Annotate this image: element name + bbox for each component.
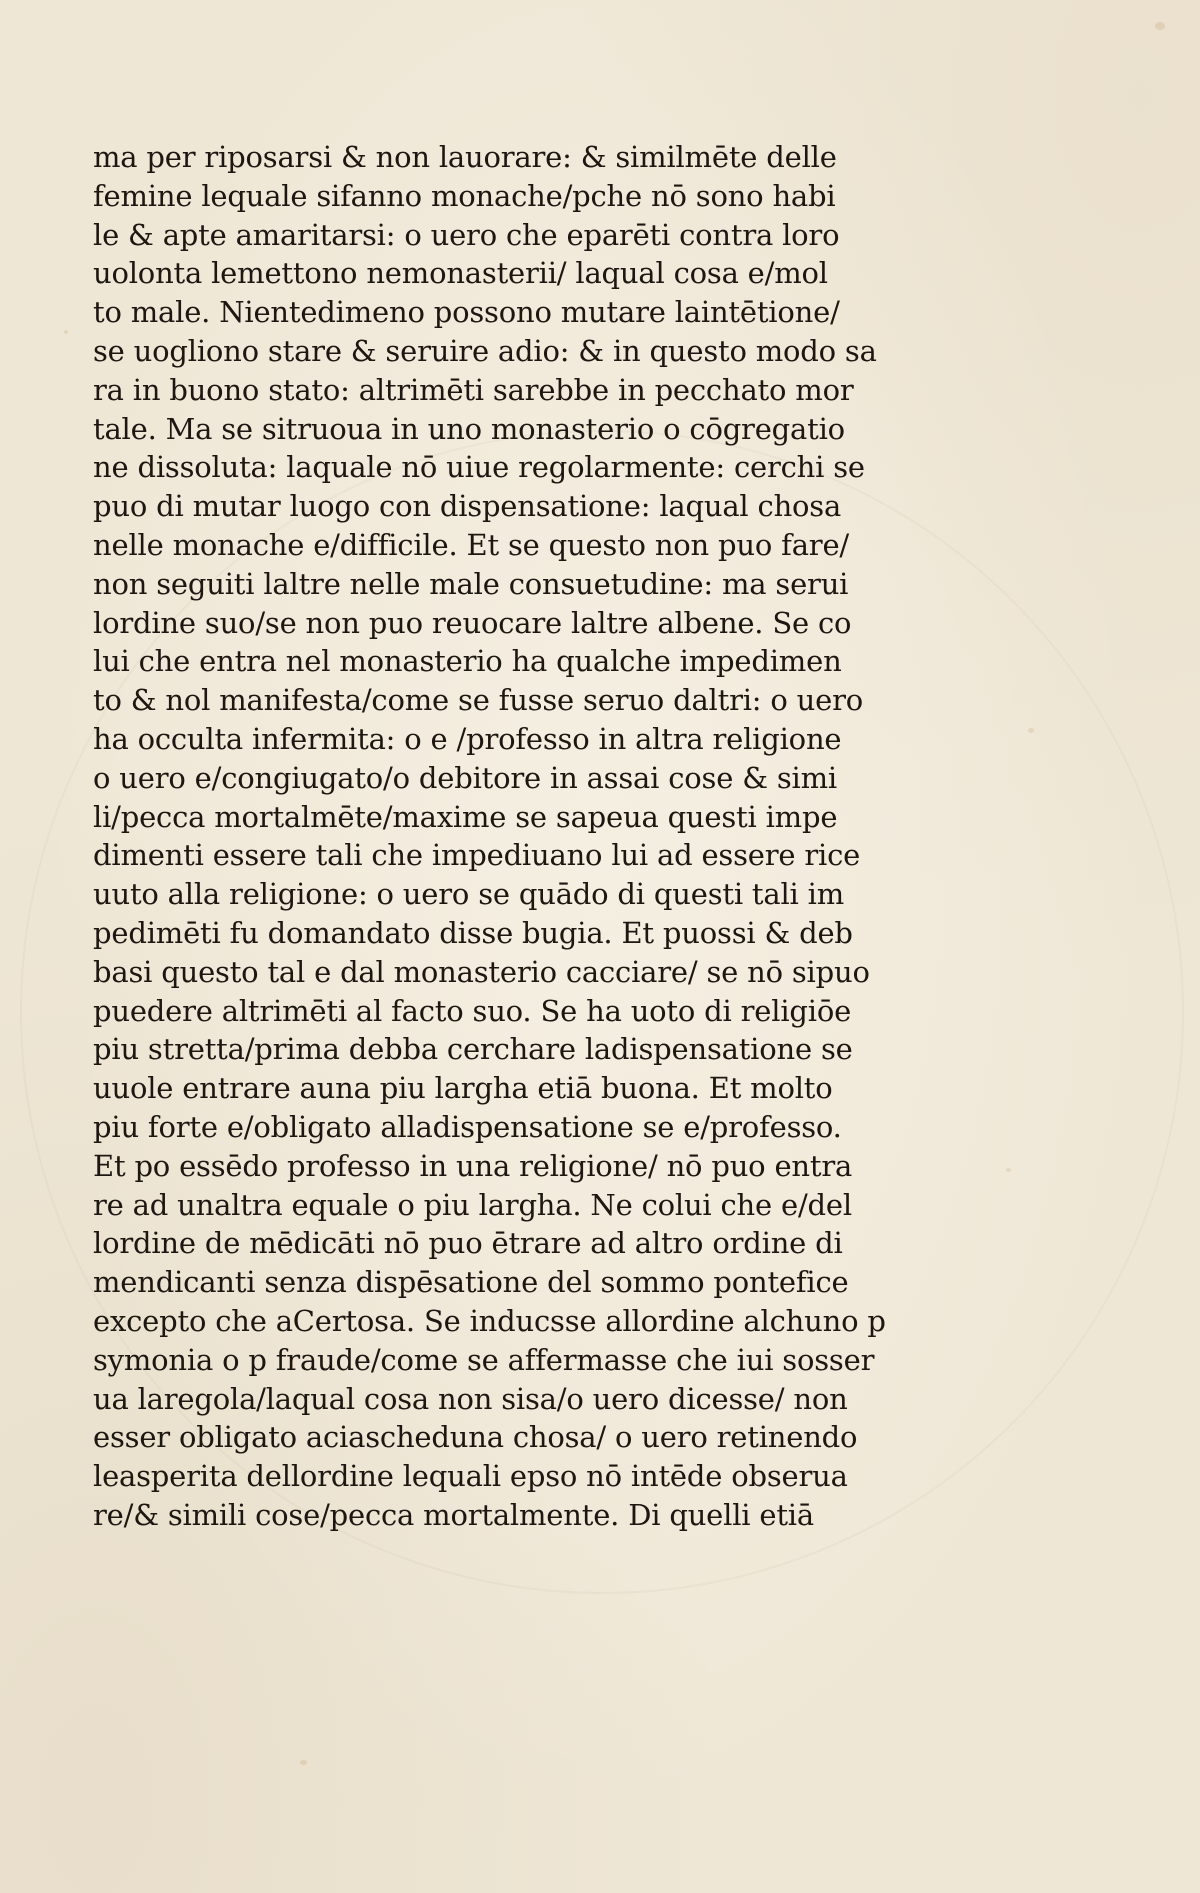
- text-line: non seguiti laltre nelle male consuetudine: ma serui: [93, 566, 849, 601]
- text-line: ua laregola/laqual cosa non sisa/o uero dicesse/ non: [93, 1381, 848, 1416]
- foxing-spot: [1028, 728, 1034, 733]
- text-line: to & nol manifesta/come se fusse seruo daltri: o uero: [93, 683, 864, 718]
- text-line: ne dissoluta: laquale nō uiue regolarmente: cerchi se: [93, 450, 865, 485]
- text-line: femine lequale sifanno monache/pche nō sono habi: [93, 178, 836, 213]
- foxing-spot: [300, 1760, 307, 1765]
- text-line: to male. Nientedimeno possono mutare laintētione/: [93, 295, 840, 330]
- text-line: excepto che aCertosa. Se inducsse allordine alchuno p: [93, 1303, 886, 1338]
- printed-text-block: [93, 138, 953, 1535]
- text-line: ra in buono stato: altrimēti sarebbe in pecchato mor: [93, 372, 854, 407]
- text-line: tale. Ma se sitruoua in uno monasterio o cōgregatio: [93, 411, 845, 446]
- text-line: piu forte e/obligato alladispensatione se e/professo.: [93, 1109, 842, 1144]
- text-line: re/& simili cose/pecca mortalmente. Di quelli etiā: [93, 1497, 814, 1532]
- text-line: pedimēti fu domandato disse bugia. Et puossi & deb: [93, 915, 853, 950]
- text-line: lordine suo/se non puo reuocare laltre albene. Se co: [93, 605, 852, 640]
- foxing-spot: [64, 330, 68, 334]
- text-line: leasperita dellordine lequali epso nō intēde obserua: [93, 1459, 848, 1494]
- text-line: lordine de mēdicāti nō puo ētrare ad altro ordine di: [93, 1226, 843, 1261]
- text-line: puedere altrimēti al facto suo. Se ha uoto di religiōe: [93, 993, 852, 1028]
- text-line: uolonta lemettono nemonasterii/ laqual cosa e/mol: [93, 256, 828, 291]
- text-line: se uogliono stare & seruire adio: & in questo modo sa: [93, 333, 877, 368]
- text-line: esser obligato aciascheduna chosa/ o uero retinendo: [93, 1420, 858, 1455]
- text-line: piu stretta/prima debba cerchare ladispensatione se: [93, 1032, 853, 1067]
- foxing-spot: [1006, 1168, 1011, 1172]
- text-line: le & apte amaritarsi: o uero che eparēti contra loro: [93, 217, 840, 252]
- text-line: mendicanti senza dispēsatione del sommo pontefice: [93, 1265, 849, 1300]
- text-line: symonia o p fraude/come se affermasse che iui sosser: [93, 1342, 875, 1377]
- text-line: uuto alla religione: o uero se quādo di questi tali im: [93, 877, 845, 912]
- text-line: li/pecca mortalmēte/maxime se sapeua questi impe: [93, 799, 838, 834]
- text-line: ma per riposarsi & non lauorare: & similmēte delle: [93, 140, 837, 174]
- text-line: nelle monache e/difficile. Et se questo non puo fare/: [93, 527, 849, 562]
- text-line: Et po essēdo professo in una religione/ nō puo entra: [93, 1148, 853, 1183]
- text-line: basi questo tal e dal monasterio cacciare/ se nō sipuo: [93, 954, 870, 989]
- foxing-spot: [1155, 22, 1165, 30]
- text-line: puo di mutar luogo con dispensatione: laqual chosa: [93, 489, 842, 524]
- text-line: re ad unaltra equale o piu largha. Ne colui che e/del: [93, 1187, 852, 1222]
- text-line: dimenti essere tali che impediuano lui ad essere rice: [93, 838, 861, 873]
- text-line: o uero e/congiugato/o debitore in assai cose & simi: [93, 760, 837, 795]
- text-line: ha occulta infermita: o e /professo in altra religione: [93, 721, 842, 756]
- text-line: uuole entrare auna piu largha etiā buona. Et molto: [93, 1071, 833, 1106]
- text-line: lui che entra nel monasterio ha qualche impedimen: [93, 644, 842, 679]
